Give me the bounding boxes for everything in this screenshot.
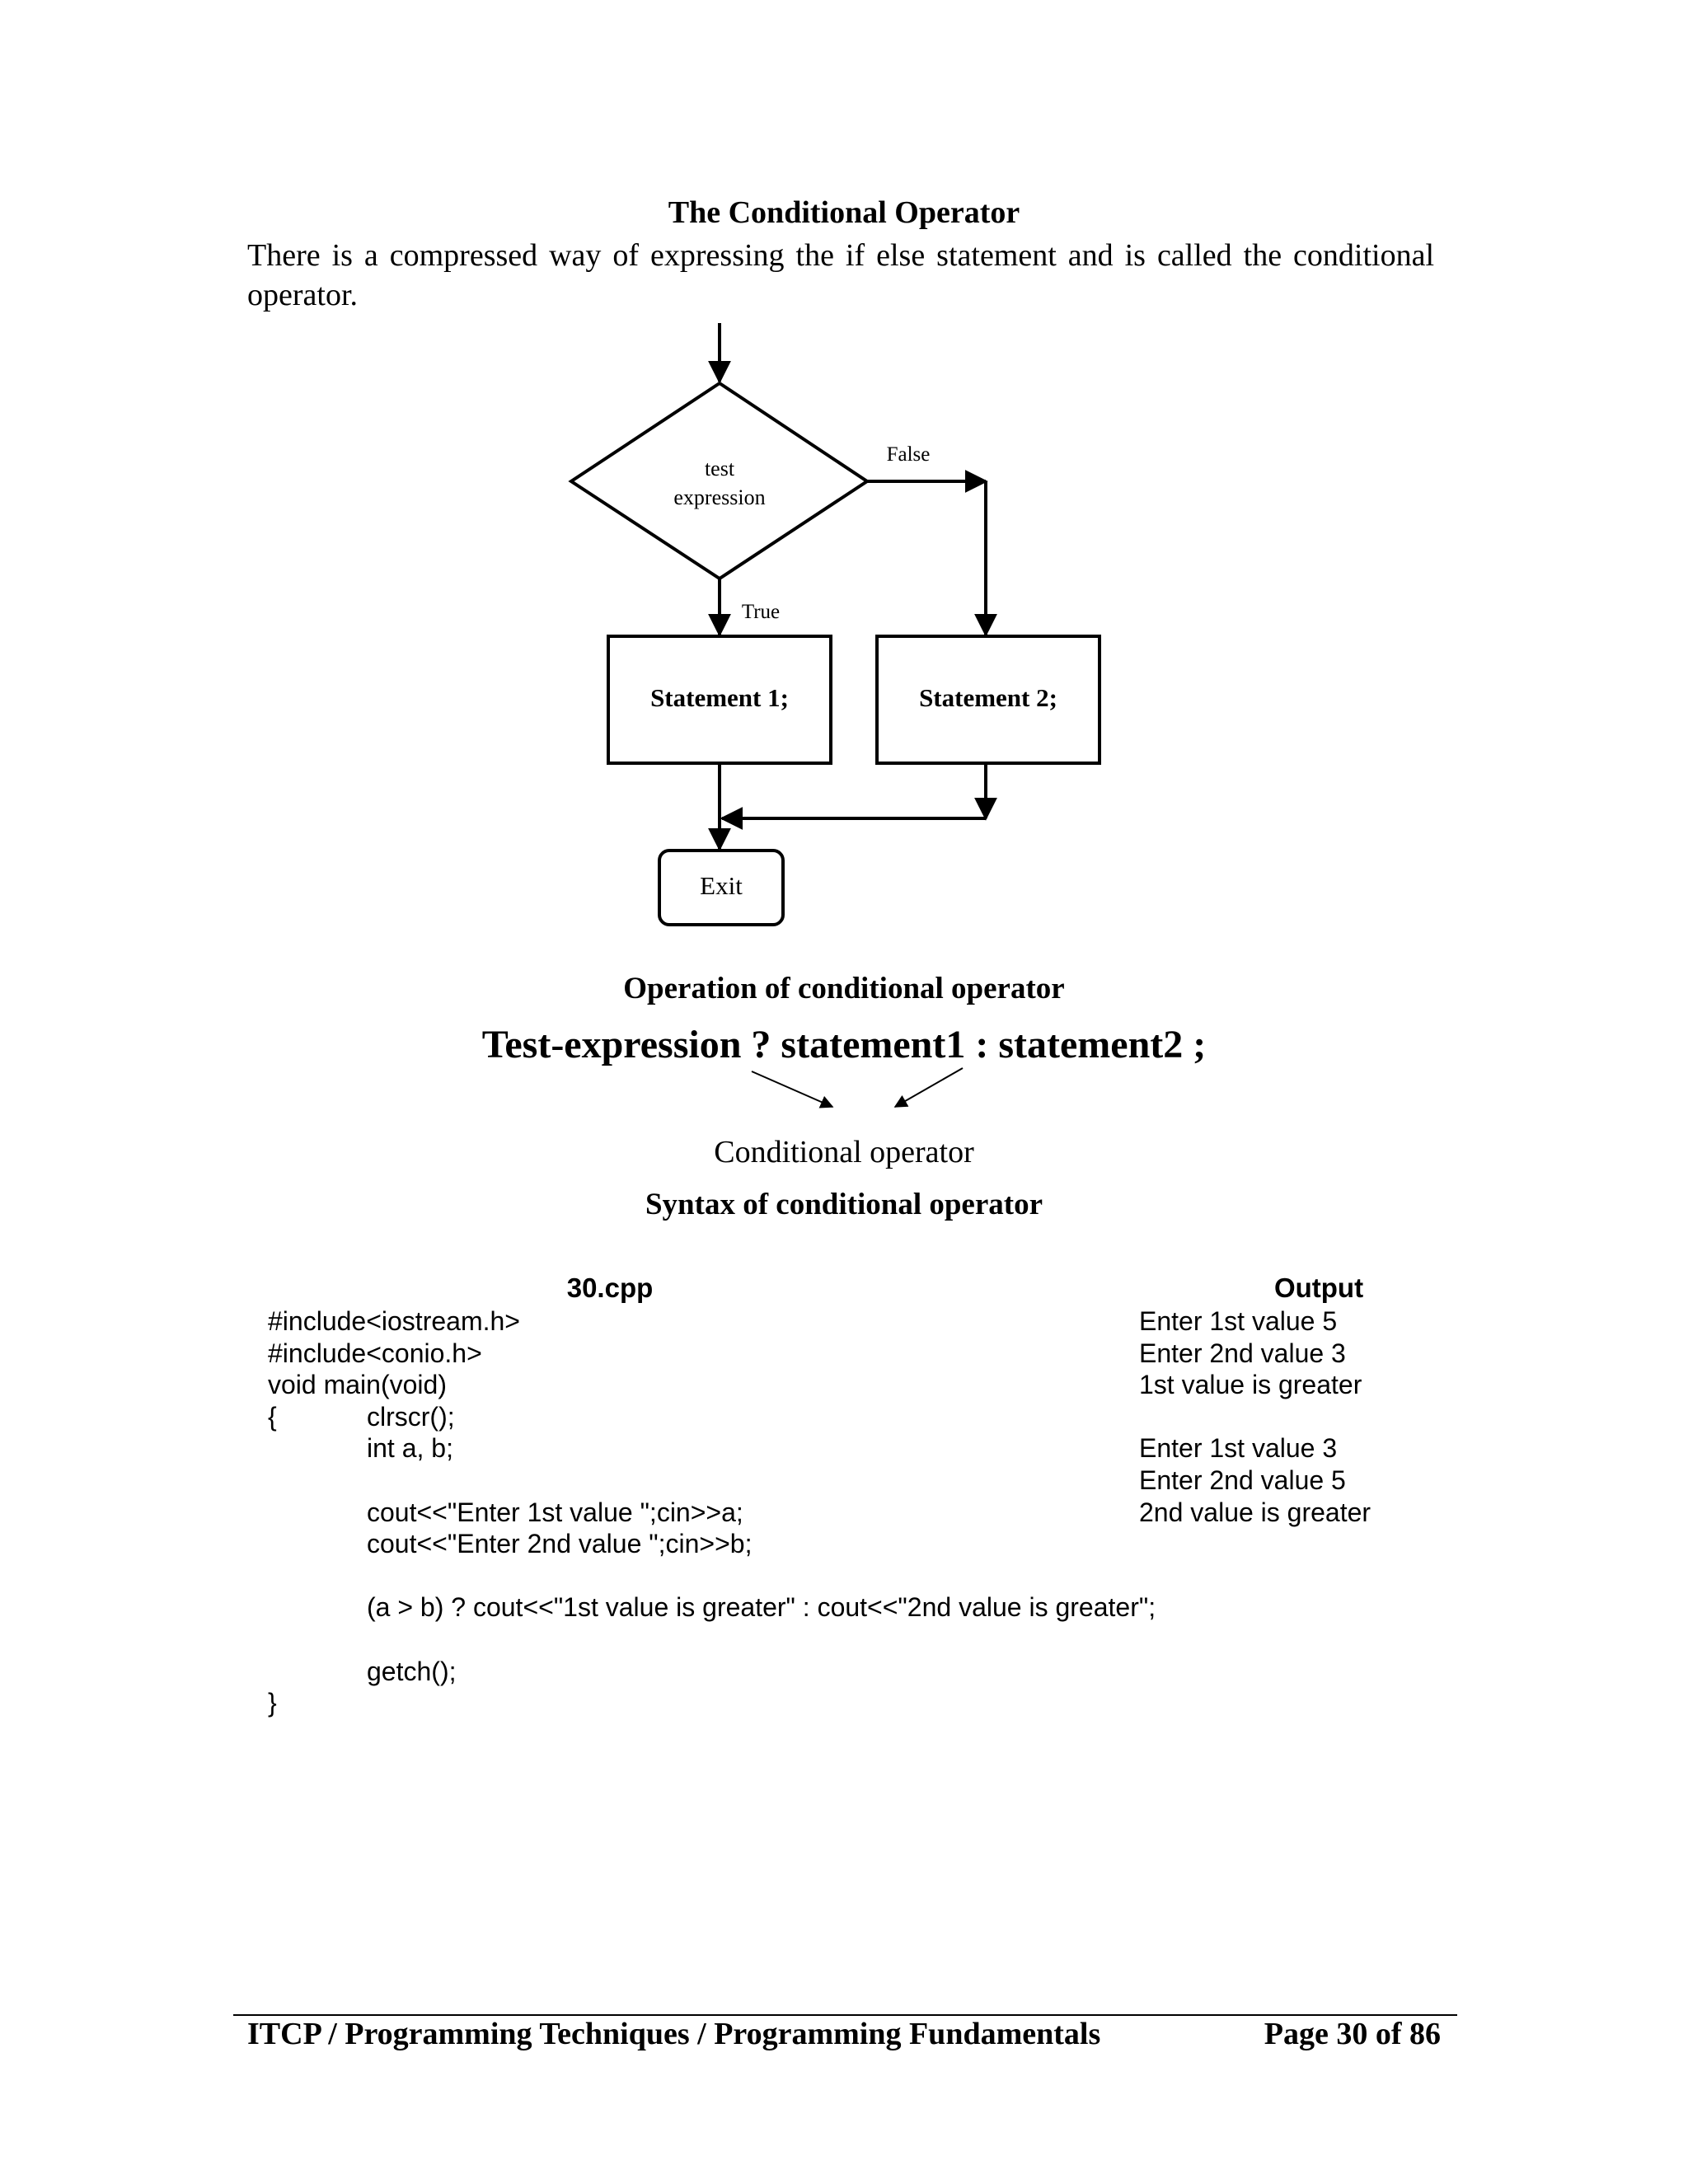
statement1-text: Statement 1; xyxy=(650,683,789,712)
footer-page-number: Page 30 of 86 xyxy=(1264,2017,1441,2051)
statement2-text: Statement 2; xyxy=(919,683,1057,712)
exit-text: Exit xyxy=(700,871,743,900)
question-mark-pointer xyxy=(752,1071,832,1107)
output-line: Enter 2nd value 5 xyxy=(1139,1465,1346,1495)
code-open-brace: { xyxy=(268,1401,277,1432)
output-line: Enter 2nd value 3 xyxy=(1139,1338,1346,1368)
code-filename: 30.cpp xyxy=(566,1272,654,1303)
false-label: False xyxy=(886,443,931,466)
syntax-caption: Syntax of conditional operator xyxy=(645,1188,1043,1221)
output-block xyxy=(1139,1305,1371,1528)
output-line: 1st value is greater xyxy=(1139,1370,1362,1400)
colon-pointer xyxy=(895,1068,963,1107)
decision-text-line1: test xyxy=(704,457,735,480)
operation-caption: Operation of conditional operator xyxy=(623,972,1065,1005)
true-label: True xyxy=(741,601,781,623)
output-line xyxy=(1139,1401,1371,1433)
output-line: Enter 1st value 5 xyxy=(1139,1306,1338,1336)
intro-paragraph: There is a compressed way of expressing the if else statement and is called the conditional operator. xyxy=(247,238,1434,312)
output-title: Output xyxy=(1273,1272,1364,1303)
syntax-line: Test-expression ? statement1 : statement2 ; xyxy=(481,1023,1207,1066)
page-title: The Conditional Operator xyxy=(668,195,1020,230)
decision-text-line2: expression xyxy=(673,485,766,509)
output-line: Enter 1st value 3 xyxy=(1139,1433,1338,1464)
conditional-operator-label: Conditional operator xyxy=(714,1135,974,1169)
output-line: 2nd value is greater xyxy=(1139,1497,1372,1527)
footer-course-path: ITCP / Programming Techniques / Programming Fundamentals xyxy=(247,2017,1101,2051)
